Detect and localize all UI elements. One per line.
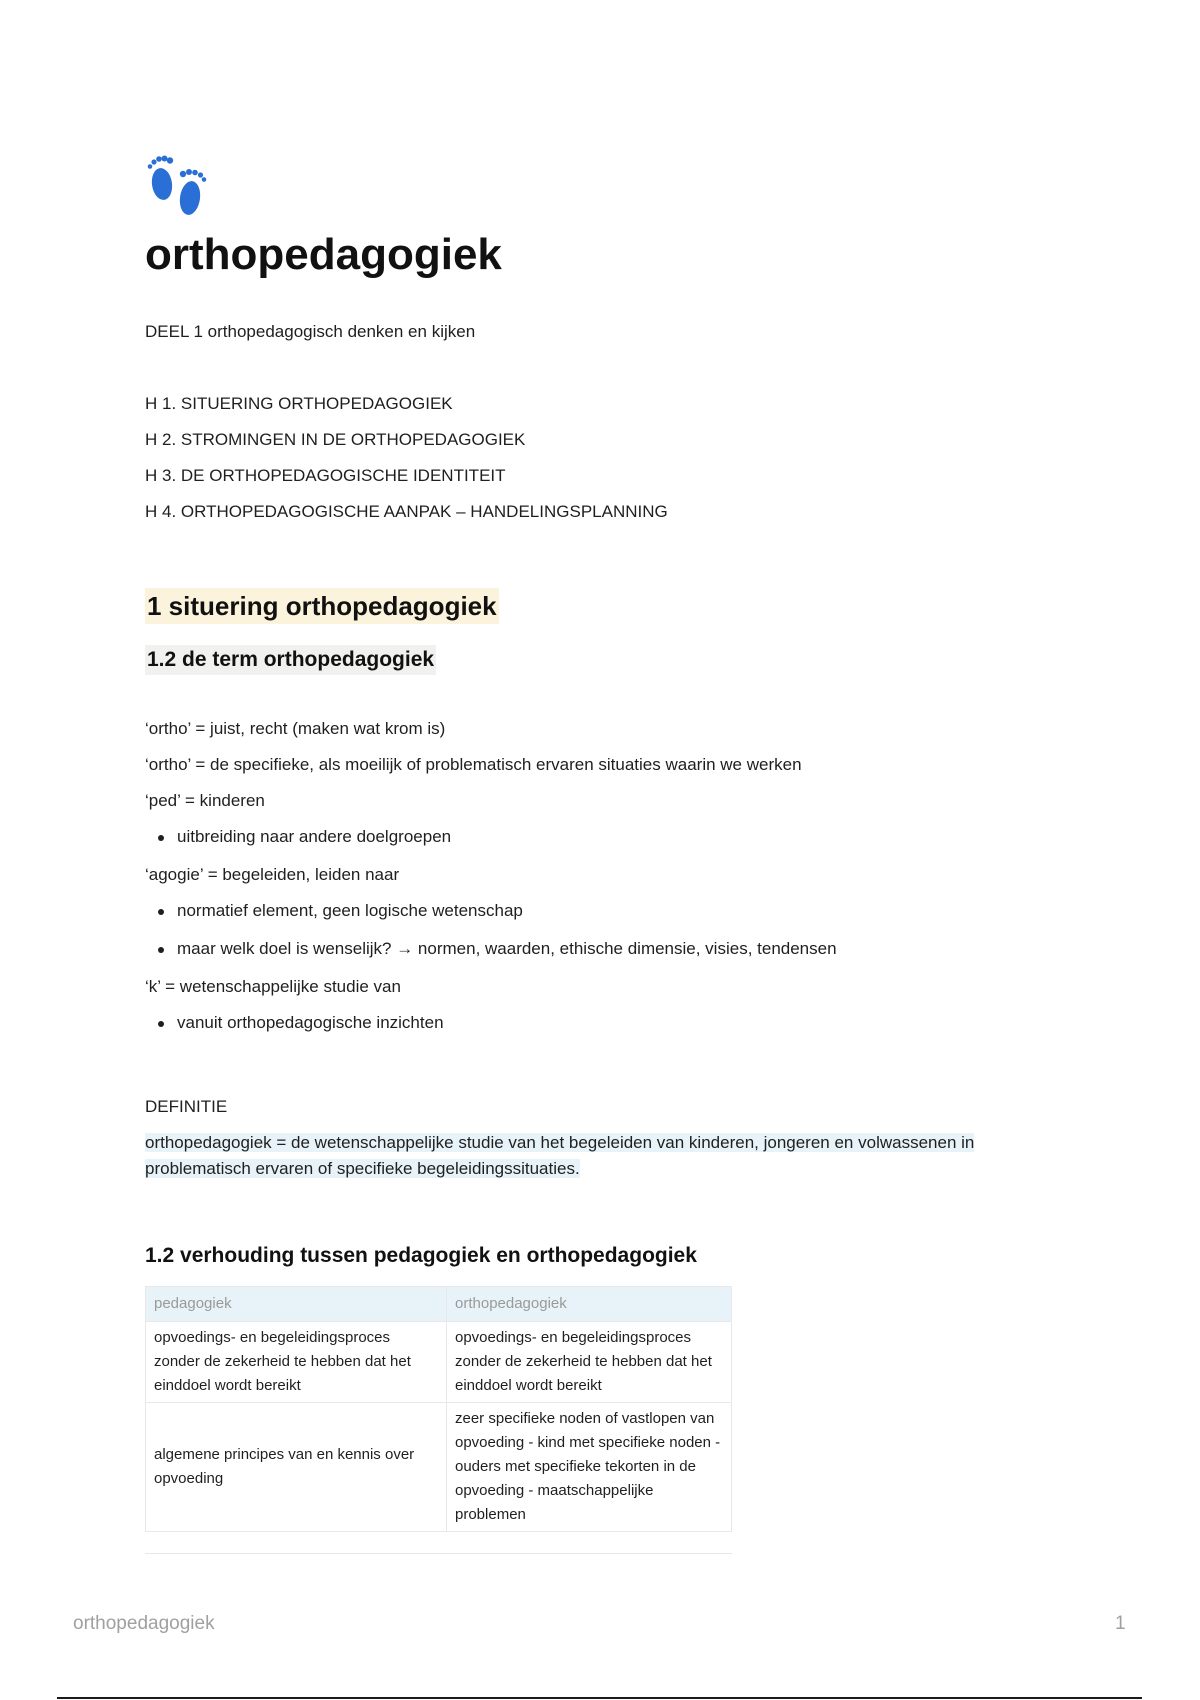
table-row <box>146 1322 732 1403</box>
page-title: orthopedagogiek <box>145 230 502 279</box>
definition-block <box>145 1130 1035 1182</box>
section-heading-situering: 1 situering orthopedagogiek <box>145 588 499 624</box>
footer-title: orthopedagogiek <box>73 1613 215 1634</box>
text-line: ‘ortho’ = juist, recht (maken wat krom is) <box>145 719 446 738</box>
bullet-item: vanuit orthopedagogische inzichten <box>145 1012 1045 1050</box>
table-cell: opvoedings- en begeleidingsproces zonder de zekerheid te hebben dat het einddoel wordt bereikt <box>146 1322 447 1403</box>
text-line: ‘ortho’ = de specifieke, als moeilijk of problematisch ervaren situaties waarin we werken <box>145 755 802 774</box>
table-cell: algemene principes van en kennis over opvoeding <box>146 1403 447 1532</box>
text-line: ‘ped’ = kinderen <box>145 791 265 810</box>
subsection-heading-verhouding: 1.2 verhouding tussen pedagogiek en orthopedagogiek <box>145 1244 697 1267</box>
column-header-pedagogiek: pedagogiek <box>146 1287 447 1322</box>
table-cell: opvoedings- en begeleidingsproces zonder de zekerheid te hebben dat het einddoel wordt bereikt <box>447 1322 732 1403</box>
definition-label: DEFINITIE <box>145 1097 228 1116</box>
toc-item-2: H 2. STROMINGEN IN DE ORTHOPEDAGOGIEK <box>145 430 526 449</box>
text-line: ‘k’ = wetenschappelijke studie van <box>145 977 401 996</box>
definition-text: orthopedagogiek = de wetenschappelijke studie van het begeleiden van kinderen, jongeren en volwassenen in problematisch ervaren of specifieke begeleidingssituaties. <box>145 1133 975 1178</box>
table-row <box>146 1403 732 1532</box>
table-header-row <box>146 1287 732 1322</box>
bullet-item: uitbreiding naar andere doelgroepen <box>145 826 1045 864</box>
bullet-item: normatief element, geen logische wetenschap <box>145 900 1045 938</box>
part-subtitle: DEEL 1 orthopedagogisch denken en kijken <box>145 322 476 341</box>
term-explanation <box>145 718 1045 1050</box>
bullet-item: maar welk doel is wenselijk? → normen, waarden, ethische dimensie, visies, tendensen <box>145 938 1045 976</box>
table-cell: zeer specifieke noden of vastlopen van opvoeding - kind met specifieke noden - ouders met specifieke tekorten in de opvoeding - maatschappelijke problemen <box>447 1403 732 1532</box>
subsection-heading-term: 1.2 de term orthopedagogiek <box>145 645 436 675</box>
toc-item-3: H 3. DE ORTHOPEDAGOGISCHE IDENTITEIT <box>145 466 506 485</box>
footprints-icon <box>145 152 209 222</box>
toc-item-1: H 1. SITUERING ORTHOPEDAGOGIEK <box>145 394 453 413</box>
column-header-orthopedagogiek: orthopedagogiek <box>447 1287 732 1322</box>
toc-item-4: H 4. ORTHOPEDAGOGISCHE AANPAK – HANDELINGSPLANNING <box>145 502 668 521</box>
table-of-contents <box>145 394 668 538</box>
comparison-table <box>145 1286 732 1532</box>
page-bottom-rule <box>57 1697 1142 1699</box>
text-line: ‘agogie’ = begeleiden, leiden naar <box>145 865 400 884</box>
footer-page-number: 1 <box>1115 1613 1126 1634</box>
table-divider <box>145 1553 732 1554</box>
